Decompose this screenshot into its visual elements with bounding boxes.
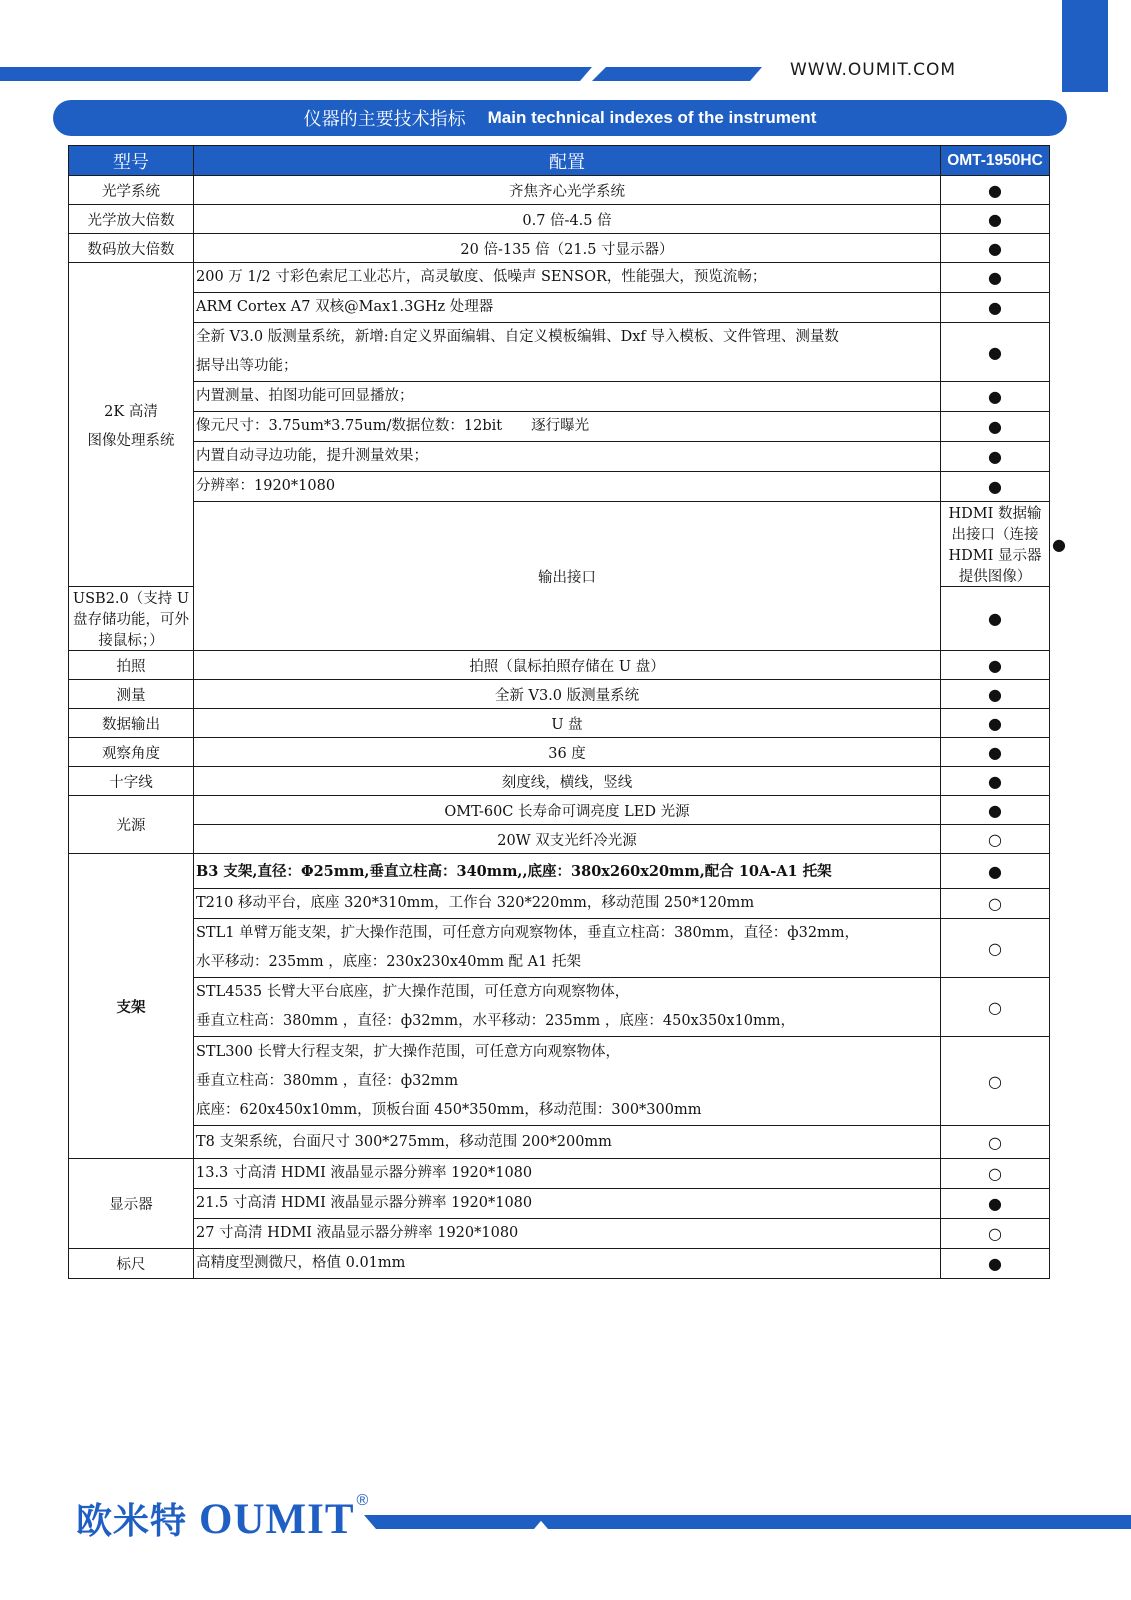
row-category: 标尺: [69, 1249, 194, 1279]
table-row: [69, 919, 1050, 978]
corner-decoration: [1062, 0, 1108, 92]
table-row: [69, 651, 1050, 680]
table-row: [69, 176, 1050, 205]
category-line: 图像处理系统: [87, 432, 175, 449]
standard-mark: ●: [941, 293, 1050, 323]
row-spec: USB2.0（支持 U 盘存储功能，可外接鼠标；）: [69, 587, 194, 651]
row-spec: 全新 V3.0 版测量系统: [194, 680, 941, 709]
row-spec: 刻度线，横线，竖线: [194, 767, 941, 796]
row-spec: B3 支架,直径：Φ25mm,垂直立柱高：340mm,,底座：380x260x20mm,配合 10A-A1 托架: [194, 854, 941, 889]
table-row: [69, 472, 1050, 502]
footer-stripe-left: [364, 1515, 546, 1529]
row-spec: 20W 双支光纤冷光源: [194, 825, 941, 854]
registered-mark: ®: [356, 1492, 369, 1509]
table-row: 输出接口 HDMI 数据输出接口（连接 HDMI 显示器提供图像） ●: [69, 502, 1050, 587]
row-spec: 像元尺寸：3.75um*3.75um/数据位数：12bit 逐行曝光: [194, 412, 941, 442]
standard-mark: ●: [941, 854, 1050, 889]
section-title-en: Main technical indexes of the instrument: [487, 108, 817, 127]
table-row: [69, 1189, 1050, 1219]
spec-line: 垂直立柱高：380mm ，直径：ф32mm: [196, 1072, 459, 1089]
standard-mark: ●: [941, 680, 1050, 709]
row-spec: U 盘: [194, 709, 941, 738]
row-spec: T210 移动平台，底座 320*310mm，工作台 320*220mm，移动范围 250*120mm: [194, 889, 941, 919]
table-row: [69, 1126, 1050, 1159]
table-row: [69, 767, 1050, 796]
optional-mark: ○: [941, 978, 1050, 1037]
table-row: [69, 709, 1050, 738]
optional-mark: ○: [941, 1159, 1050, 1189]
optional-mark: ○: [941, 1037, 1050, 1126]
spec-line: 垂直立柱高：380mm ，直径：ф32mm，水平移动：235mm ，底座：450x350x10mm，: [196, 1013, 796, 1029]
row-spec: 13.3 寸高清 HDMI 液晶显示器分辨率 1920*1080: [194, 1159, 941, 1189]
row-spec: 高精度型测微尺，格值 0.01mm: [194, 1249, 941, 1279]
table-row: [69, 1249, 1050, 1279]
brand-logo: [76, 1493, 368, 1544]
header-stripe-right: [592, 67, 762, 81]
spec-line: 据导出等功能；: [196, 358, 298, 374]
website-url[interactable]: WWW.OUMIT.COM: [790, 60, 957, 80]
table-row: [69, 738, 1050, 767]
brand-name-cn: 欧米特: [76, 1500, 188, 1542]
table-row: [69, 205, 1050, 234]
category-line: 2K 高清: [104, 403, 158, 420]
spec-line: 底座：620x450x10mm，顶板台面 450*350mm，移动范围：300*300mm: [196, 1101, 702, 1118]
optional-mark: ○: [941, 1219, 1050, 1249]
standard-mark: ●: [941, 651, 1050, 680]
row-spec: 21.5 寸高清 HDMI 液晶显示器分辨率 1920*1080: [194, 1189, 941, 1219]
row-spec: OMT-60C 长寿命可调亮度 LED 光源: [194, 796, 941, 825]
spec-line: STL1 单臂万能支架，扩大操作范围，可任意方向观察物体，垂直立柱高：380mm，直径：ф32mm，: [196, 925, 860, 941]
table-header-row: [69, 146, 1050, 176]
group-category-output: 输出接口: [194, 502, 941, 651]
row-spec: 内置测量、拍图功能可回显播放；: [194, 382, 941, 412]
standard-mark: ●: [941, 587, 1050, 651]
row-spec: ARM Cortex A7 双核@Max1.3GHz 处理器: [194, 293, 941, 323]
optional-mark: ○: [941, 1126, 1050, 1159]
row-spec: 20 倍-135 倍（21.5 寸显示器）: [194, 234, 941, 263]
row-spec: 分辨率：1920*1080: [194, 472, 941, 502]
row-spec-multiline: [194, 978, 941, 1037]
row-category: 测量: [69, 680, 194, 709]
section-title-cn: 仪器的主要技术指标: [303, 109, 466, 129]
table-row: [69, 412, 1050, 442]
spec-line: STL300 长臂大行程支架，扩大操作范围，可任意方向观察物体，: [196, 1043, 621, 1060]
row-spec: T8 支架系统，台面尺寸 300*275mm，移动范围 200*200mm: [194, 1126, 941, 1159]
standard-mark: ●: [941, 472, 1050, 502]
header-model: 型号: [69, 146, 194, 176]
spec-line: 水平移动：235mm ，底座：230x230x40mm 配 A1 托架: [196, 954, 581, 970]
brand-name-en: OUMIT: [199, 1496, 355, 1543]
standard-mark: ●: [941, 323, 1050, 382]
table-row: [69, 293, 1050, 323]
row-spec: 内置自动寻边功能，提升测量效果；: [194, 442, 941, 472]
standard-mark: ●: [941, 767, 1050, 796]
table-row: [69, 234, 1050, 263]
standard-mark: ●: [941, 1249, 1050, 1279]
group-category-display: 显示器: [69, 1159, 194, 1249]
row-category: 光学系统: [69, 176, 194, 205]
row-spec: 0.7 倍-4.5 倍: [194, 205, 941, 234]
row-spec-multiline: [194, 919, 941, 978]
row-spec: 36 度: [194, 738, 941, 767]
row-category: 观察角度: [69, 738, 194, 767]
table-row: [69, 323, 1050, 382]
table-row: [69, 1159, 1050, 1189]
row-category: 十字线: [69, 767, 194, 796]
standard-mark: ●: [941, 1189, 1050, 1219]
table-row: [69, 889, 1050, 919]
table-row: [69, 1219, 1050, 1249]
spec-line: 全新 V3.0 版测量系统，新增:自定义界面编辑、自定义模板编辑、Dxf 导入模板、文件管理、测量数: [196, 329, 839, 345]
standard-mark: ●: [941, 738, 1050, 767]
table-row: [69, 1037, 1050, 1126]
row-spec: 齐焦齐心光学系统: [194, 176, 941, 205]
standard-mark: ●: [941, 176, 1050, 205]
section-title-band: [53, 100, 1067, 136]
standard-mark: ●: [941, 205, 1050, 234]
row-category: 拍照: [69, 651, 194, 680]
header-product: OMT-1950HC: [941, 146, 1050, 176]
row-spec-multiline: [194, 323, 941, 382]
group-category-light: 光源: [69, 796, 194, 854]
row-spec: 拍照（鼠标拍照存储在 U 盘）: [194, 651, 941, 680]
standard-mark: ●: [941, 709, 1050, 738]
table-row: [69, 680, 1050, 709]
table-row: [69, 382, 1050, 412]
table-row: [69, 825, 1050, 854]
row-category: 数码放大倍数: [69, 234, 194, 263]
standard-mark: ●: [941, 442, 1050, 472]
standard-mark: ●: [941, 796, 1050, 825]
row-category: 光学放大倍数: [69, 205, 194, 234]
optional-mark: ○: [941, 919, 1050, 978]
row-category: 数据输出: [69, 709, 194, 738]
table-row: [69, 978, 1050, 1037]
table-row: [69, 442, 1050, 472]
row-spec: HDMI 数据输出接口（连接 HDMI 显示器提供图像）: [941, 502, 1050, 587]
standard-mark: ●: [941, 412, 1050, 442]
optional-mark: ○: [941, 889, 1050, 919]
table-row: [69, 796, 1050, 825]
standard-mark: ●: [941, 234, 1050, 263]
group-category-image-system: [69, 263, 194, 587]
spec-line: STL4535 长臂大平台底座，扩大操作范围，可任意方向观察物体，: [196, 984, 630, 1000]
group-category-stand: 支架: [69, 854, 194, 1159]
footer-stripe-right: [536, 1515, 1131, 1529]
header-config: 配置: [194, 146, 941, 176]
row-spec: 27 寸高清 HDMI 液晶显示器分辨率 1920*1080: [194, 1219, 941, 1249]
standard-mark: ●: [941, 263, 1050, 293]
row-spec-multiline: [194, 1037, 941, 1126]
table-row: [69, 854, 1050, 889]
spec-table: [68, 145, 1066, 1279]
row-spec: 200 万 1/2 寸彩色索尼工业芯片，高灵敏度、低噪声 SENSOR，性能强大，预览流畅；: [194, 263, 941, 293]
optional-mark: ○: [941, 825, 1050, 854]
table-row: [69, 263, 1050, 293]
header-stripe-left: [0, 67, 592, 81]
standard-mark: ●: [941, 382, 1050, 412]
